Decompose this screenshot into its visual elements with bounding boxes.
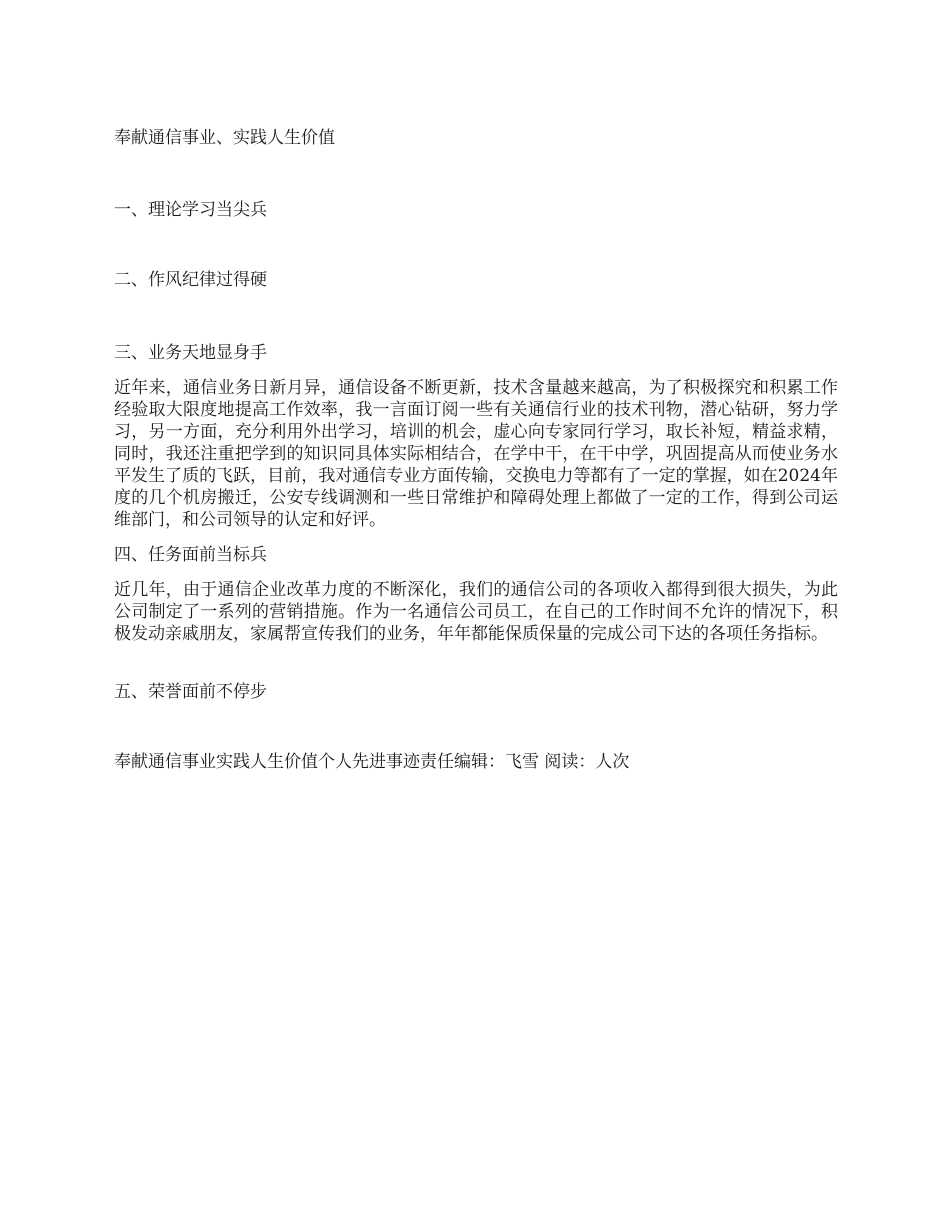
section-heading-4: 四、任务面前当标兵 bbox=[114, 545, 267, 565]
document-page bbox=[114, 0, 838, 1230]
document-footer: 奉献通信事业实践人生价值个人先进事迹责任编辑：飞雪 阅读：人次 bbox=[114, 752, 630, 772]
section-heading-2: 二、作风纪律过得硬 bbox=[114, 270, 267, 290]
section-heading-5: 五、荣誉面前不停步 bbox=[114, 682, 267, 702]
section-heading-1: 一、理论学习当尖兵 bbox=[114, 200, 267, 220]
section-body-3: 近年来，通信业务日新月异，通信设备不断更新，技术含量越来越高，为了积极探究和积累工作经验取大限度地提高工作效率，我一言面订阅一些有关通信行业的技术刊物，潜心钻研，努力学习，另一方面，充分利用外出学习，培训的机会，虚心向专家同行学习，取长补短，精益求精，同时，我还注重把学到的知识同具体实际相结合，在学中干，在干中学，巩固提高从而使业务水平发生了质的飞跃，目前，我对通信专业方面传输，交换电力等都有了一定的掌握，如在2024年度的几个机房搬迁，公安专线调测和一些日常维护和障碍处理上都做了一定的工作，得到公司运维部门，和公司领导的认定和好评。 bbox=[114, 378, 838, 530]
section-heading-3: 三、业务天地显身手 bbox=[114, 343, 267, 363]
section-body-4: 近几年，由于通信企业改革力度的不断深化，我们的通信公司的各项收入都得到很大损失，为此公司制定了一系列的营销措施。作为一名通信公司员工，在自己的工作时间不允许的情况下，积极发动亲戚朋友，家属帮宣传我们的业务，年年都能保质保量的完成公司下达的各项任务指标。 bbox=[114, 580, 838, 644]
document-title: 奉献通信事业、实践人生价值 bbox=[114, 128, 335, 148]
